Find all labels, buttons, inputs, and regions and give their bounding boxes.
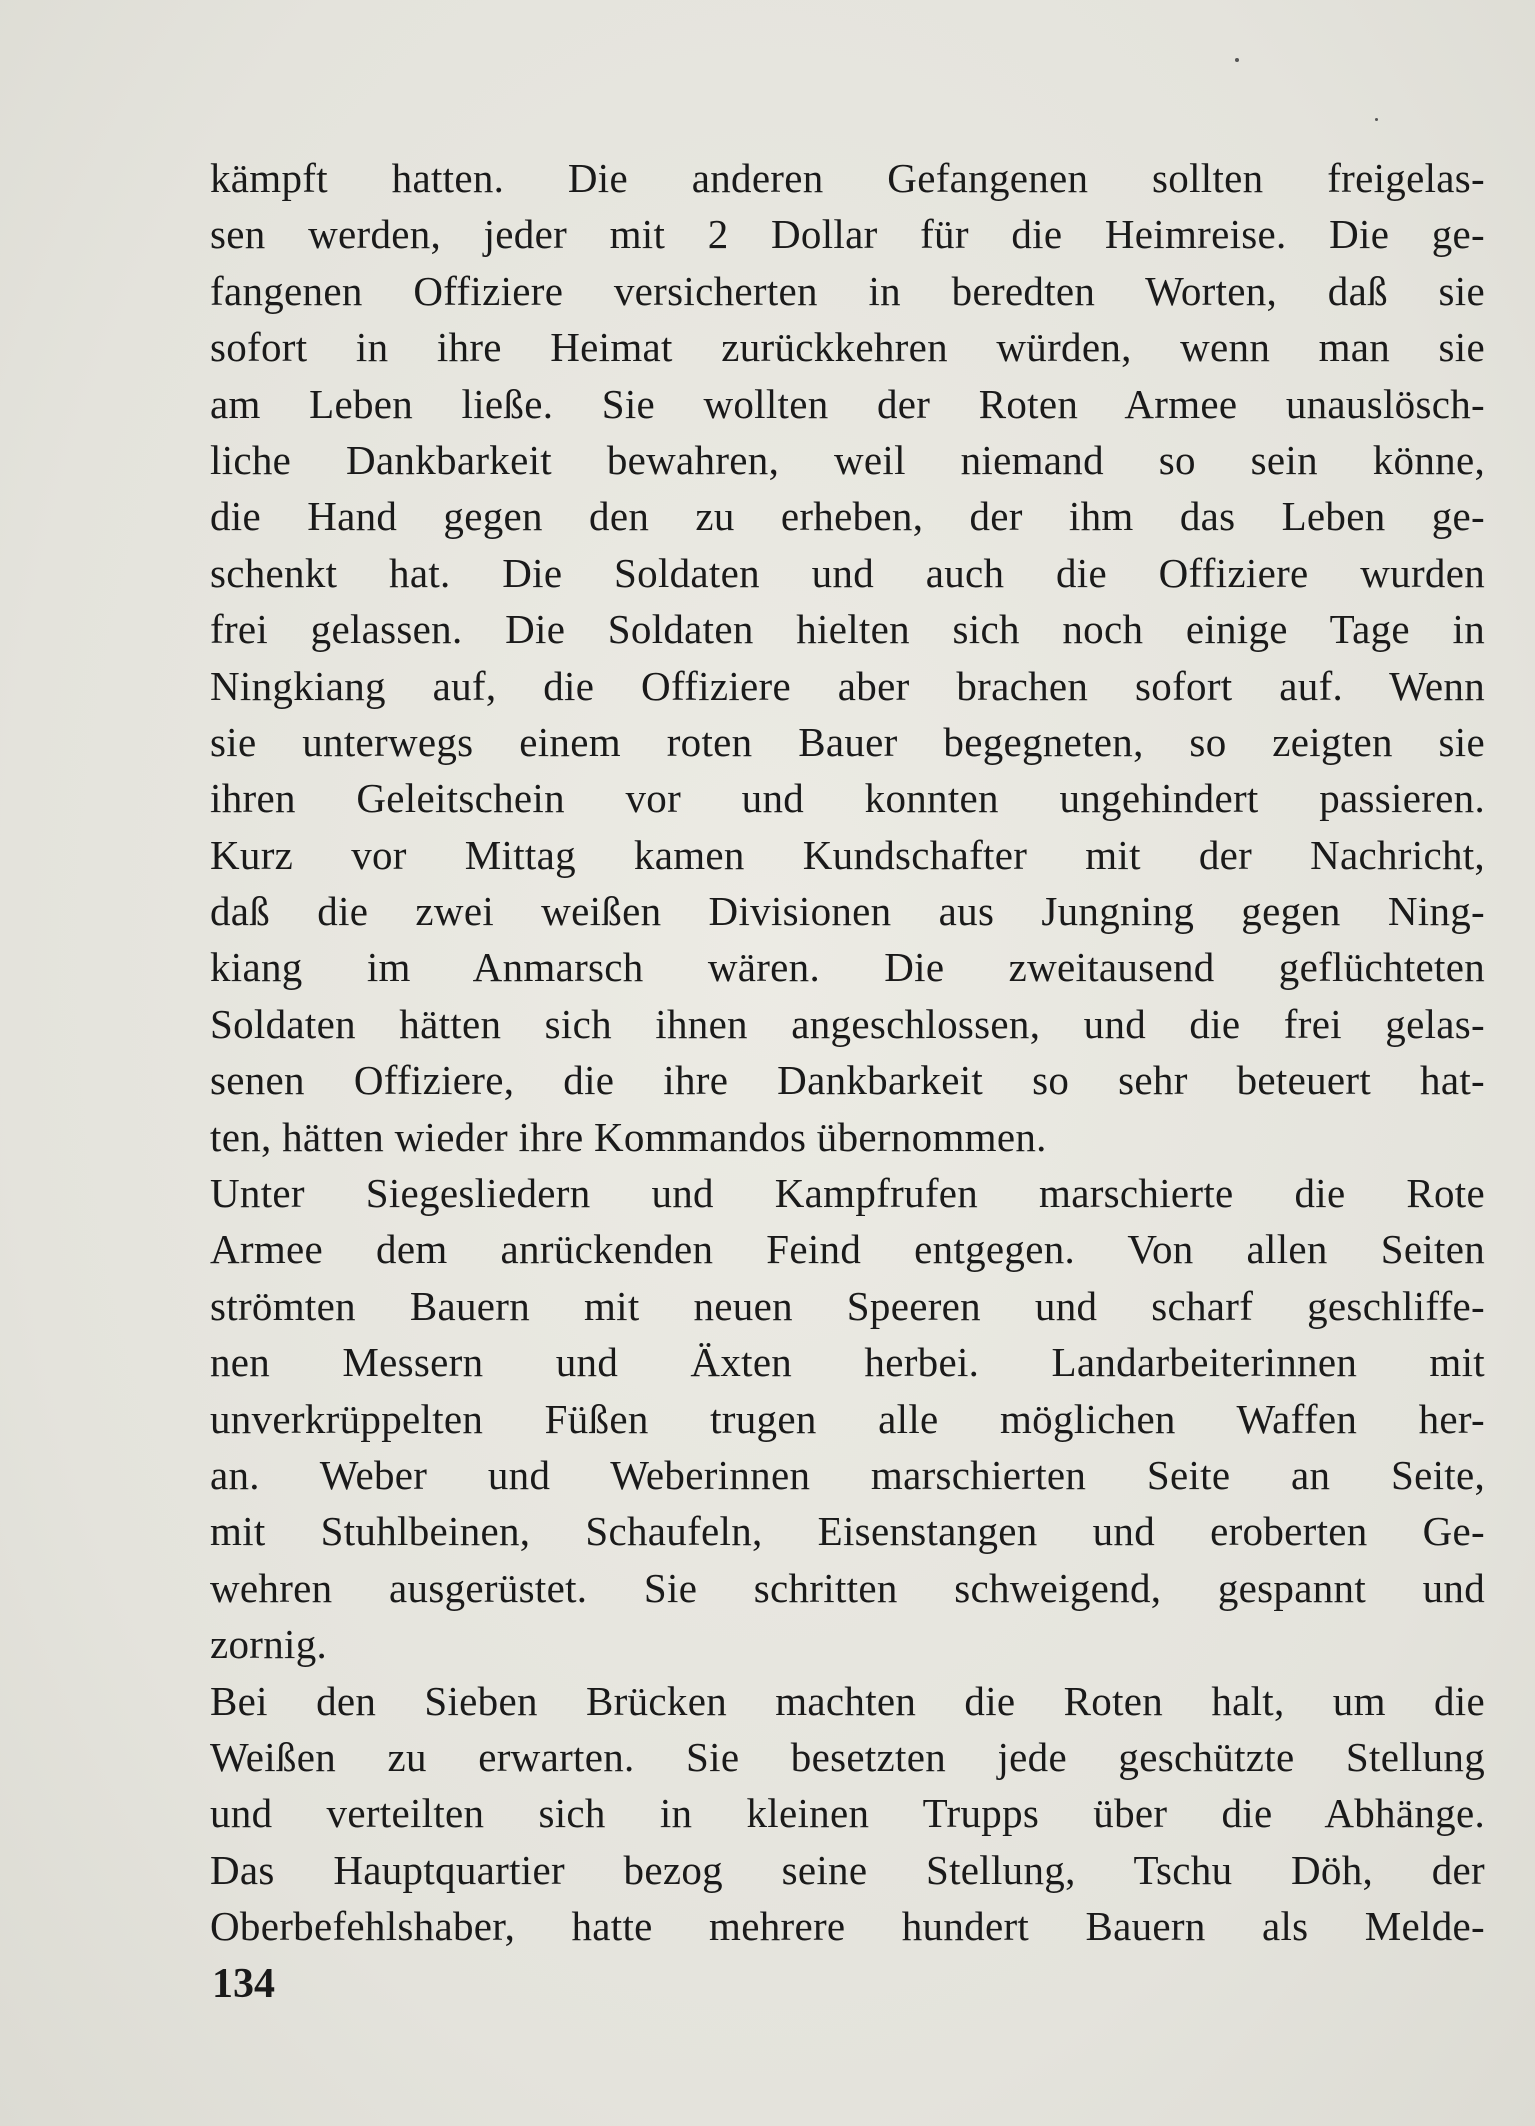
text-line: sofort in ihre Heimat zurückkehren würden, wenn man sie [210, 324, 1485, 371]
text-line: Ningkiang auf, die Offiziere aber brachen sofort auf. Wenn [210, 662, 1485, 709]
text-line: zornig. [210, 1621, 328, 1668]
text-line: Soldaten hätten sich ihnen angeschlossen, und die frei gelas- [210, 1000, 1485, 1047]
text-line: Weißen zu erwarten. Sie besetzten jede geschützte Stellung [210, 1733, 1485, 1780]
text-line: an. Weber und Weberinnen marschierten Seite an Seite, [210, 1451, 1485, 1498]
page-number: 134 [212, 1961, 275, 2007]
text-line: unverkrüppelten Füßen trugen alle möglichen Waffen her- [210, 1395, 1485, 1442]
text-line: strömten Bauern mit neuen Speeren und scharf geschliffe- [210, 1282, 1485, 1329]
text-line: Bei den Sieben Brücken machten die Roten halt, um die [210, 1677, 1485, 1724]
text-line: nen Messern und Äxten herbei. Landarbeiterinnen mit [210, 1339, 1485, 1386]
text-line: Unter Siegesliedern und Kampfrufen marschierte die Rote [210, 1170, 1485, 1217]
text-line: senen Offiziere, die ihre Dankbarkeit so sehr beteuert hat- [210, 1057, 1485, 1104]
text-line: mit Stuhlbeinen, Schaufeln, Eisenstangen und eroberten Ge- [210, 1508, 1485, 1555]
text-line: sen werden, jeder mit 2 Dollar für die Heimreise. Die ge- [210, 211, 1485, 258]
text-line: ihren Geleitschein vor und konnten ungehindert passieren. [210, 775, 1485, 822]
text-line: die Hand gegen den zu erheben, der ihm das Leben ge- [210, 493, 1485, 540]
text-line: liche Dankbarkeit bewahren, weil niemand so sein könne, [210, 436, 1485, 483]
text-line: Kurz vor Mittag kamen Kundschafter mit der Nachricht, [210, 831, 1485, 878]
body-text [210, 150, 1485, 1955]
text-line: ten, hätten wieder ihre Kommandos übernommen. [210, 1113, 1047, 1160]
text-line: fangenen Offiziere versicherten in beredten Worten, daß sie [210, 267, 1485, 314]
text-line: Oberbefehlshaber, hatte mehrere hundert Bauern als Melde- [210, 1903, 1485, 1950]
text-line: kämpft hatten. Die anderen Gefangenen sollten freigelas- [210, 155, 1485, 201]
text-line: daß die zwei weißen Divisionen aus Jungning gegen Ning- [210, 888, 1485, 935]
text-line: schenkt hat. Die Soldaten und auch die Offiziere wurden [210, 549, 1485, 596]
paper-speck [1375, 118, 1378, 121]
text-line: am Leben ließe. Sie wollten der Roten Armee unauslösch- [210, 380, 1485, 427]
text-line: wehren ausgerüstet. Sie schritten schweigend, gespannt und [210, 1564, 1485, 1611]
text-line: frei gelassen. Die Soldaten hielten sich noch einige Tage in [210, 606, 1485, 653]
text-line: Armee dem anrückenden Feind entgegen. Von allen Seiten [210, 1226, 1485, 1273]
text-line: kiang im Anmarsch wären. Die zweitausend geflüchteten [210, 944, 1485, 991]
text-line: sie unterwegs einem roten Bauer begegneten, so zeigten sie [210, 718, 1485, 765]
text-line: Das Hauptquartier bezog seine Stellung, Tschu Döh, der [210, 1846, 1485, 1893]
text-line: und verteilten sich in kleinen Trupps über die Abhänge. [210, 1790, 1485, 1837]
paper-speck [1235, 58, 1239, 62]
